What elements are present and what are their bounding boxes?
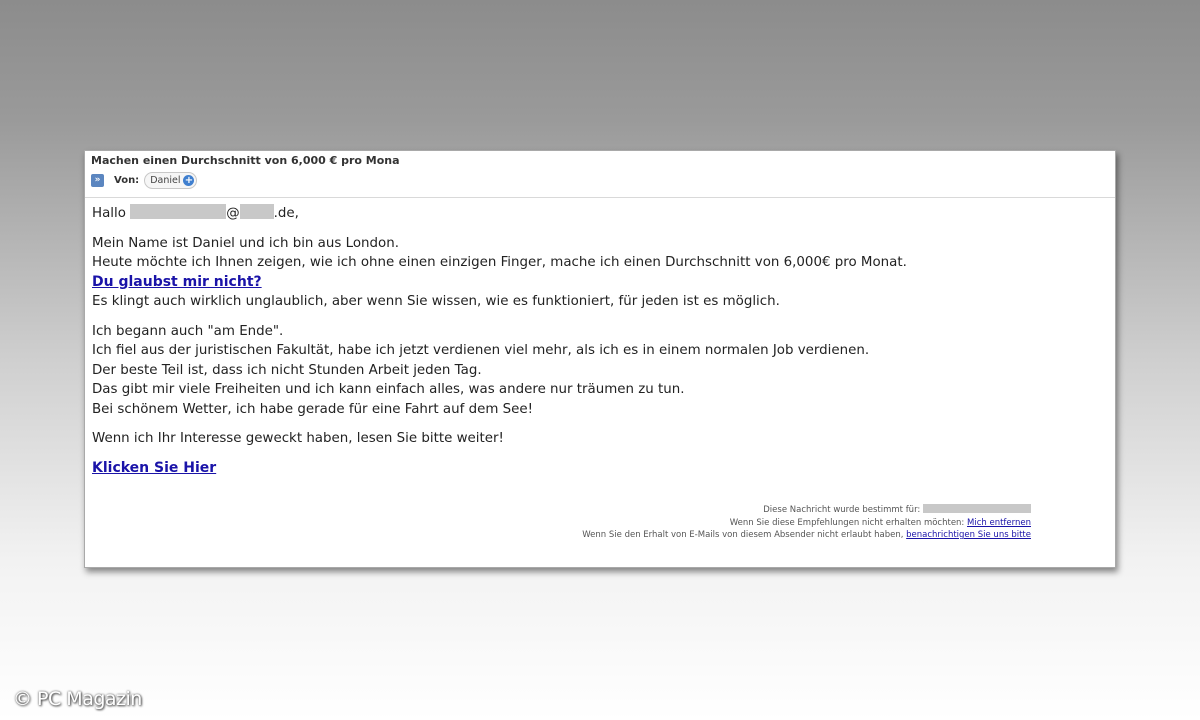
- sender-name: Daniel: [150, 175, 181, 186]
- from-row: [91, 172, 1109, 189]
- redacted-recipient: [923, 504, 1031, 513]
- paragraph-line: Der beste Teil ist, dass ich nicht Stunden Arbeit jeden Tag.: [92, 362, 482, 378]
- add-contact-icon[interactable]: +: [184, 175, 194, 186]
- watermark: © PC Magazin: [13, 688, 142, 710]
- email-header: [85, 151, 1115, 198]
- email-window: [84, 150, 1116, 568]
- redacted-email-domain: [240, 204, 274, 219]
- paragraph-line: Ich fiel aus der juristischen Fakultät, habe ich jetzt verdienen viel mehr, als ich es in einem normalen Job verdienen.: [92, 343, 870, 358]
- report-link[interactable]: benachrichtigen Sie uns bitte: [906, 530, 1031, 540]
- click-here-link[interactable]: Klicken Sie Hier: [92, 459, 217, 476]
- email-subject: Machen einen Durchschnitt von 6,000 € pro Mona: [91, 154, 400, 167]
- paragraph-line: Das gibt mir viele Freiheiten und ich kann einfach alles, was andere nur träumen zu tun.: [92, 382, 685, 397]
- sender-chip[interactable]: [144, 172, 197, 189]
- redacted-email-local: [130, 204, 226, 219]
- paragraph-line: Es klingt auch wirklich unglaublich, aber wenn Sie wissen, wie es funktioniert, für jeden ist es möglich.: [92, 294, 780, 309]
- paragraph-line: Heute möchte ich Ihnen zeigen, wie ich ohne einen einzigen Finger, mache ich einen Durchschnitt von 6,000€ pro Monat.: [92, 255, 907, 270]
- paragraph-line: Ich begann auch "am Ende".: [92, 323, 284, 339]
- footer-line: Wenn Sie den Erhalt von E-Mails von diesem Absender nicht erlaubt haben, benachrichtigen Sie uns bitte: [582, 530, 1031, 540]
- doubt-link[interactable]: Du glaubst mir nicht?: [92, 273, 262, 290]
- email-footer: [582, 504, 1031, 542]
- from-label: Von:: [114, 175, 140, 186]
- paragraph-line: Mein Name ist Daniel und ich bin aus London.: [92, 235, 399, 251]
- footer-line: Wenn Sie diese Empfehlungen nicht erhalten möchten: Mich entfernen: [729, 517, 1031, 528]
- footer-line: Diese Nachricht wurde bestimmt für:: [582, 504, 1031, 517]
- paragraph-line: Bei schönem Wetter, ich habe gerade für eine Fahrt auf dem See!: [92, 401, 533, 417]
- expand-header-icon[interactable]: »: [91, 174, 104, 187]
- email-body: [85, 198, 1115, 478]
- unsubscribe-link[interactable]: Mich entfernen: [967, 517, 1031, 528]
- greeting: Hallo @ .de,: [92, 206, 299, 221]
- paragraph-line: Wenn ich Ihr Interesse geweckt haben, lesen Sie bitte weiter!: [92, 431, 504, 446]
